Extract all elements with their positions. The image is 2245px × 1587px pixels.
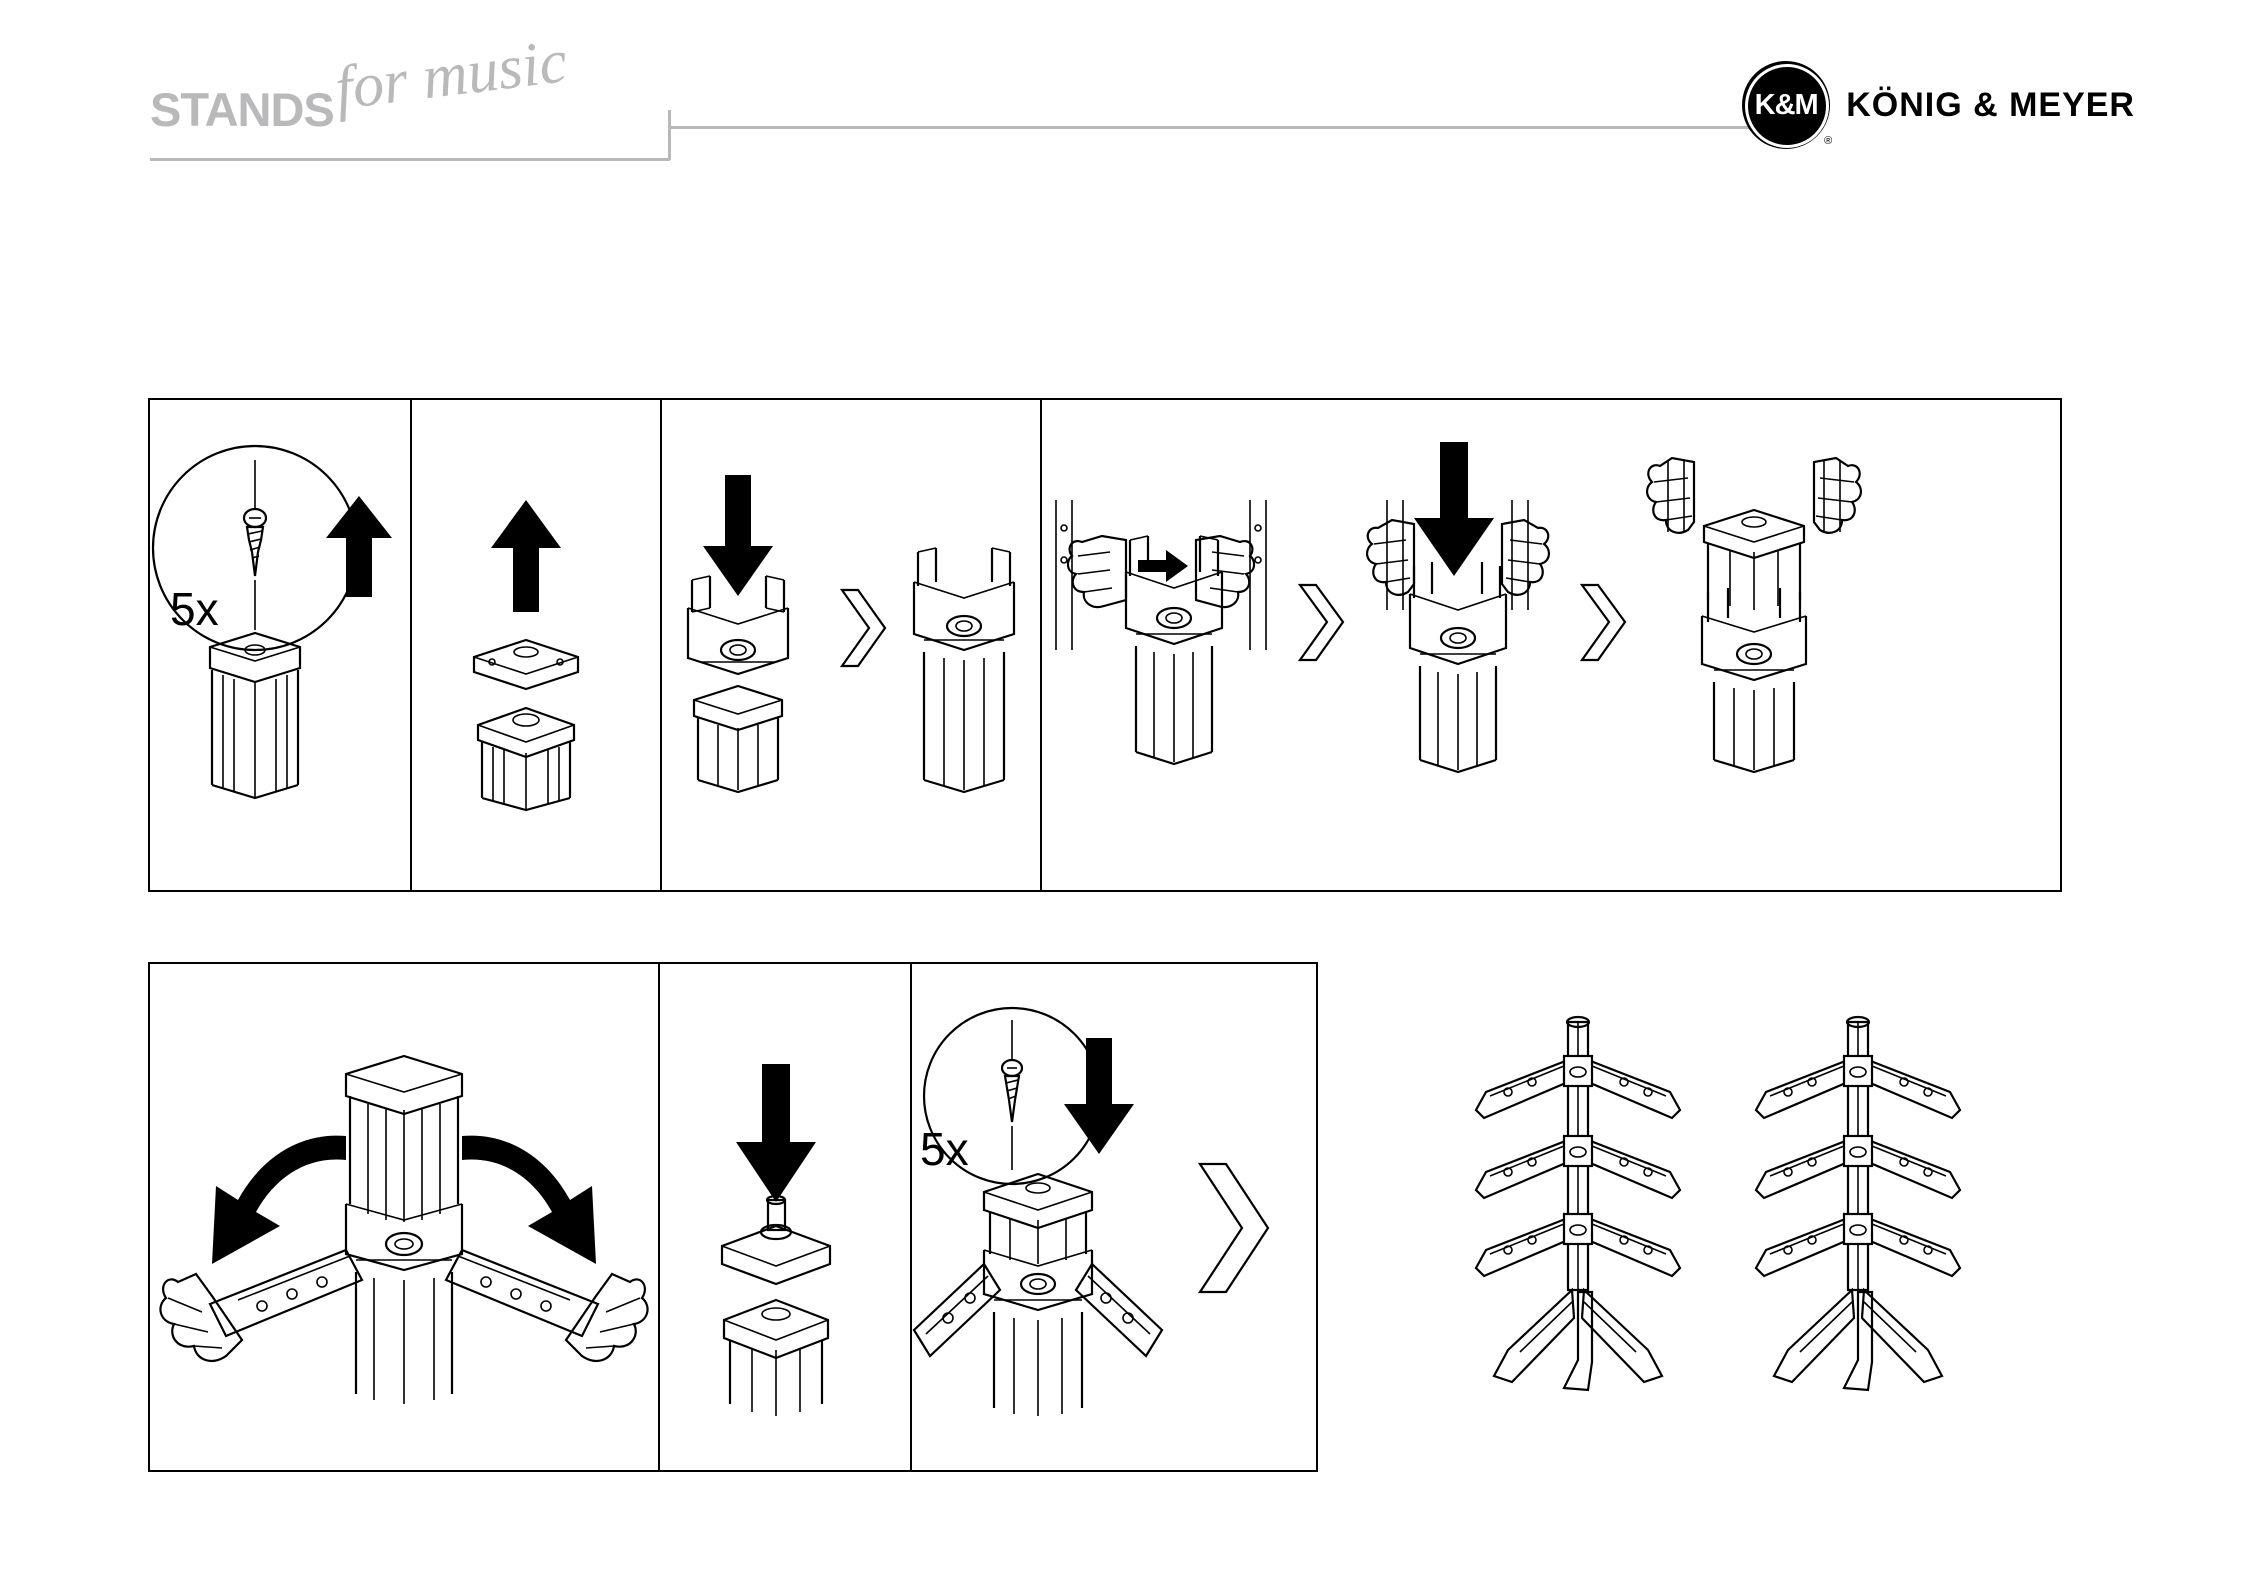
left-arrow-icon (1138, 550, 1188, 582)
page-header (0, 0, 2245, 190)
step-1-count-label: 5x (170, 583, 219, 635)
down-arrow-icon (1064, 1038, 1134, 1154)
result-figures (1460, 1000, 2080, 1430)
brand-for-music-text: for music (331, 27, 571, 124)
instruction-step-5 (150, 964, 658, 1470)
column-with-fins (346, 1056, 462, 1404)
down-arrow-icon (703, 475, 773, 596)
header-horizontal-rule (668, 126, 1770, 129)
arm-bar-right (1076, 1264, 1162, 1356)
down-arrow-icon (736, 1064, 816, 1202)
hand-icon (1068, 536, 1126, 607)
curved-arrow-right-icon (462, 1136, 596, 1264)
step-5-figure (150, 964, 658, 1470)
detached-top-cap (474, 640, 578, 689)
hand-icon (1647, 458, 1694, 533)
arm-bar-left (210, 1250, 362, 1336)
column-body (1714, 682, 1794, 772)
instruction-step-4 (1042, 400, 2060, 890)
hand-icon (160, 1274, 242, 1361)
down-arrow-icon (1414, 442, 1494, 576)
registered-trademark-icon: ® (1824, 135, 1833, 147)
column-body (724, 1300, 828, 1416)
hand-icon (1196, 536, 1254, 607)
hand-icon (566, 1274, 648, 1361)
column-top-cap (210, 633, 300, 682)
column-body (1136, 646, 1212, 764)
column-head-with-cap (984, 1174, 1092, 1264)
arm-bar-right (446, 1250, 598, 1336)
curved-arrow-left-icon (212, 1136, 346, 1264)
instruction-step-1 (150, 400, 410, 890)
column-body (478, 708, 574, 810)
assembled-collar-on-column (914, 548, 1014, 792)
instruction-step-6 (660, 964, 910, 1470)
result-stand-right (1756, 1017, 1960, 1390)
screw-icon (244, 460, 266, 630)
km-wordmark-text: KÖNIG & MEYER (1846, 85, 2135, 124)
brand-underline-rule (150, 158, 670, 161)
step-3-figure (662, 400, 1040, 890)
hand-icon (1814, 458, 1861, 533)
step-4a-hands-press (1042, 400, 1266, 764)
top-cap (722, 1196, 830, 1284)
km-mark-text: K&M (1754, 88, 1818, 121)
km-logo (1742, 60, 2135, 150)
bracket-collar (1126, 536, 1222, 644)
instruction-step-2 (412, 400, 660, 890)
hand-icon (1367, 520, 1414, 595)
step-7-count-label: 5x (920, 1123, 969, 1175)
instruction-row-1 (148, 398, 2062, 892)
brand-vertical-rule (668, 110, 671, 160)
brand-stands-text: STANDS (150, 83, 334, 136)
upper-column-section (1704, 510, 1804, 610)
column-body (1420, 666, 1496, 772)
proceed-arrow-icon (1200, 1164, 1268, 1292)
km-circle-mark (1742, 61, 1833, 149)
proceed-arrow-icon (1582, 585, 1625, 660)
proceed-arrow-icon (1300, 585, 1343, 660)
instruction-step-3 (662, 400, 1040, 890)
step-1-figure (150, 400, 410, 890)
step-4-figure (1042, 400, 2060, 890)
assembled-stands-figure (1460, 1000, 2080, 1430)
proceed-arrow-icon (842, 590, 885, 666)
column-body (212, 670, 298, 798)
step-6-figure (660, 964, 910, 1470)
screw-icon (1002, 1020, 1022, 1170)
brand-logo (150, 27, 670, 162)
arm-bar-left (914, 1264, 1000, 1356)
bracket-collar (984, 1250, 1092, 1416)
hand-icon (1502, 520, 1549, 595)
up-arrow-icon (491, 500, 561, 612)
step-4c-seated-section (1647, 458, 1861, 772)
instruction-step-7 (912, 964, 1316, 1470)
step-4b-push-down (1367, 442, 1549, 772)
up-arrow-icon (326, 496, 392, 597)
bracket-collar (1410, 562, 1506, 664)
step-7-figure (912, 964, 1316, 1470)
result-stand-left (1476, 1017, 1680, 1390)
step-2-figure (412, 400, 660, 890)
column-body (694, 686, 782, 792)
instruction-row-2 (148, 962, 1318, 1472)
